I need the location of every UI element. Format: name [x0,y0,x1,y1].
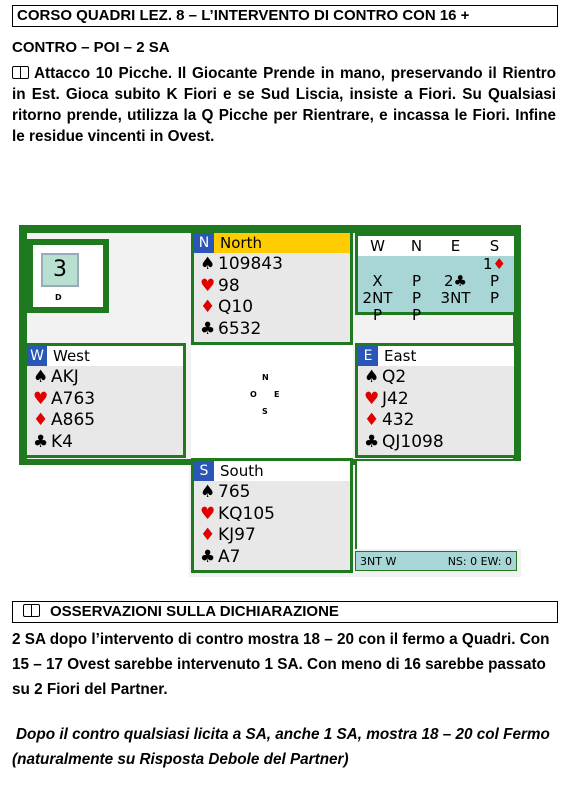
seat-name: East [384,347,417,365]
club-cards: 6532 [218,318,262,339]
seat-badge: W [27,346,47,366]
bid: P [489,272,500,290]
club-cards: K4 [51,431,73,452]
diamond-cards: KJ97 [218,525,256,545]
empty-lower-left [19,465,189,577]
bid [436,307,475,324]
diamond-icon: ♦ [33,410,49,430]
bridge-diagram [19,225,521,577]
hand-title [358,346,514,366]
club-icon: ♣ [364,431,380,452]
seat-name: South [220,462,264,480]
score-label: NS: 0 EW: 0 [447,554,512,568]
club-cards: QJ1098 [382,431,444,452]
diamond-cards: Q10 [218,297,254,317]
seat-name: North [220,234,262,252]
auction-row [358,290,514,307]
spade-icon: ♠ [364,367,380,387]
seat-badge: E [358,346,378,366]
hand-north [191,230,353,345]
auction-header [358,236,514,256]
heart-icon: ♥ [200,503,216,524]
auction-table [355,233,517,324]
board-number: 3 [41,253,79,287]
bid: 3NT [440,289,471,307]
bid: 1♦ [483,255,506,273]
spade-cards: 109843 [218,254,283,274]
bid: 2♣ [444,272,467,290]
compass [250,373,280,421]
observations-note: Dopo il contro qualsiasi licita a SA, anche 1 SA, mostra 18 – 20 col Fermo (naturalmente su Risposta Debole del Partner) [12,726,550,768]
spade-icon: ♠ [33,367,49,387]
lesson-header [12,5,558,27]
auction-row [358,307,514,324]
heart-cards: J42 [382,388,409,409]
bid [436,256,475,273]
bid: P [489,289,500,307]
bid: P [372,306,383,324]
empty-lower-right [355,461,523,549]
bid: 2NT [362,289,393,307]
lesson-title: CORSO QUADRI LEZ. 8 – L’INTERVENTO DI CONTRO CON 16 + [17,7,470,24]
book-icon [23,604,40,617]
bid: X [372,272,383,290]
book-icon [12,66,29,79]
observations-header [12,601,558,623]
compass-e: E [274,390,280,399]
lesson-subtitle: CONTRO – POI – 2 SA [12,39,170,56]
bid [358,256,397,273]
club-icon: ♣ [33,431,49,452]
bid: P [411,272,422,290]
hand-title [194,233,350,253]
dealer-label: D [55,293,62,302]
bid: P [411,306,422,324]
compass-s: S [262,407,268,416]
auction-header-cell: E [450,237,461,255]
diamond-icon: ♦ [200,297,216,317]
seat-badge: N [194,233,214,253]
heart-icon: ♥ [33,388,49,409]
intro-text: Attacco 10 Picche. Il Giocante Prende in mano, preservando il Rientro in Est. Gioca subito K Fiori e se Sud Liscia, insiste a Fiori. Su Qualsiasi ritorno prende, utilizza la Q Picche per Rientrare, e incassa le Fiori. Infine le residue vincenti in Ovest. [12,65,556,145]
heart-icon: ♥ [200,275,216,296]
seat-badge: S [194,461,214,481]
hand-west [24,343,186,458]
bid [397,256,436,273]
spade-icon: ♠ [200,254,216,274]
hand-title [194,461,350,481]
club-cards: A7 [218,546,241,567]
status-bar [355,551,517,571]
compass-n: N [262,373,269,382]
auction-header-cell: N [410,237,423,255]
hand-south [191,458,353,573]
hand-east [355,343,517,458]
club-icon: ♣ [200,318,216,339]
hand-title [27,346,183,366]
auction-row [358,273,514,290]
seat-name: West [53,347,90,365]
diamond-icon: ♦ [200,525,216,545]
heart-cards: A763 [51,388,96,409]
bid [475,307,514,324]
heart-cards: 98 [218,275,240,296]
heart-cards: KQ105 [218,503,275,524]
observations-title: OSSERVAZIONI SULLA DICHIARAZIONE [50,603,339,620]
compass-o: O [250,390,257,399]
diamond-cards: A865 [51,410,96,430]
spade-icon: ♠ [200,482,216,502]
observations-body: 2 SA dopo l’intervento di contro mostra 18 – 20 con il fermo a Quadri. Con 15 – 17 Ovest sarebbe intervenuto 1 SA. Con meno di 16 sarebbe passato su 2 Fiori del Partner. [12,631,550,698]
spade-cards: Q2 [382,367,407,387]
auction-header-cell: W [370,237,385,255]
club-icon: ♣ [200,546,216,567]
intro-paragraph [12,63,556,147]
spade-cards: AKJ [51,367,79,387]
auction-row [358,256,514,273]
bid: P [411,289,422,307]
diamond-cards: 432 [382,410,415,430]
diamond-icon: ♦ [364,410,380,430]
spade-cards: 765 [218,482,251,502]
contract-label: 3NT W [360,554,397,568]
auction-header-cell: S [489,237,500,255]
heart-icon: ♥ [364,388,380,409]
